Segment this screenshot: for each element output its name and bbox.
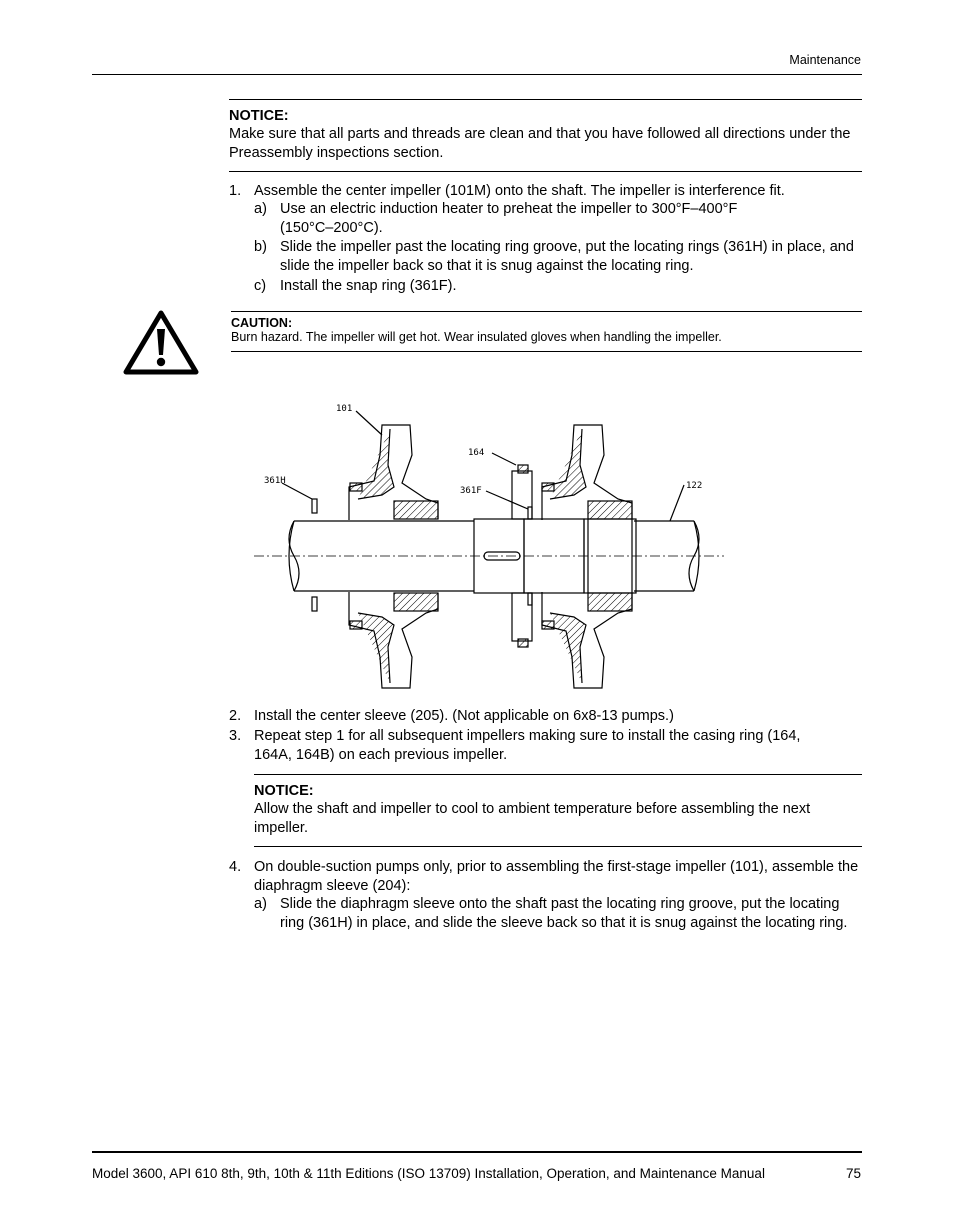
step1b-text: Slide the impeller past the locating ring groove, put the locating rings (361H) in place, and slide the impeller back so that it is snug against the locating ring. <box>280 239 854 274</box>
step2-text: Install the center sleeve (205). (Not applicable on 6x8-13 pumps.) <box>254 708 674 724</box>
label-361h: 361H <box>264 476 286 486</box>
step1b-letter: b) <box>254 239 267 255</box>
step3-number: 3. <box>229 728 242 744</box>
notice1-bottom-rule <box>229 171 862 172</box>
step1-number: 1. <box>229 183 242 199</box>
caution-bottom-rule <box>231 351 862 352</box>
impeller-assembly-drawing <box>254 395 724 695</box>
notice2-text: Allow the shaft and impeller to cool to ambient temperature before assembling the next impeller. <box>254 801 811 836</box>
warning-triangle-icon <box>122 309 200 376</box>
footer-rule <box>92 1151 862 1153</box>
step1c-text: Install the snap ring (361F). <box>280 278 457 294</box>
caution-label: CAUTION: <box>231 316 293 330</box>
notice2-label: NOTICE: <box>254 783 314 799</box>
notice2-bottom-rule <box>254 846 862 847</box>
label-164: 164 <box>468 448 485 458</box>
label-361f: 361F <box>460 486 482 496</box>
running-header: Maintenance <box>789 53 861 67</box>
footer-title: Model 3600, API 610 8th, 9th, 10th & 11th Editions (ISO 13709) Installation, Operation, and Maintenance Manual <box>92 1166 765 1181</box>
step1a-text: Use an electric induction heater to preheat the impeller to 300°F–400°F (150°C–200°C). <box>280 201 738 236</box>
label-122: 122 <box>686 481 703 491</box>
step4a-text: Slide the diaphragm sleeve onto the shaft past the locating ring groove, put the locating ring (361H) in place, and slide the sleeve back so that it is snug against the locating ring. <box>280 896 848 931</box>
notice2-top-rule <box>254 774 862 775</box>
step1c-letter: c) <box>254 278 267 294</box>
step4a-letter: a) <box>254 896 267 912</box>
caution-top-rule <box>231 311 862 312</box>
notice1-label: NOTICE: <box>229 108 289 124</box>
caution-text: Burn hazard. The impeller will get hot. Wear insulated gloves when handling the impeller. <box>231 330 722 344</box>
step4-number: 4. <box>229 859 242 875</box>
step3-text: Repeat step 1 for all subsequent impellers making sure to install the casing ring (164, 164A, 164B) on each previous impeller. <box>254 728 801 763</box>
label-101: 101 <box>336 404 353 414</box>
step2-number: 2. <box>229 708 242 724</box>
step4-text: On double-suction pumps only, prior to assembling the first-stage impeller (101), assemble the diaphragm sleeve (204): <box>254 859 859 894</box>
notice1-text: Make sure that all parts and threads are clean and that you have followed all directions under the Preassembly inspections section. <box>229 126 851 161</box>
step1a-letter: a) <box>254 201 267 217</box>
page-number: 75 <box>845 1166 861 1181</box>
header-rule <box>92 74 862 75</box>
notice1-top-rule <box>229 99 862 100</box>
step1-text: Assemble the center impeller (101M) onto the shaft. The impeller is interference fit. <box>254 183 785 199</box>
